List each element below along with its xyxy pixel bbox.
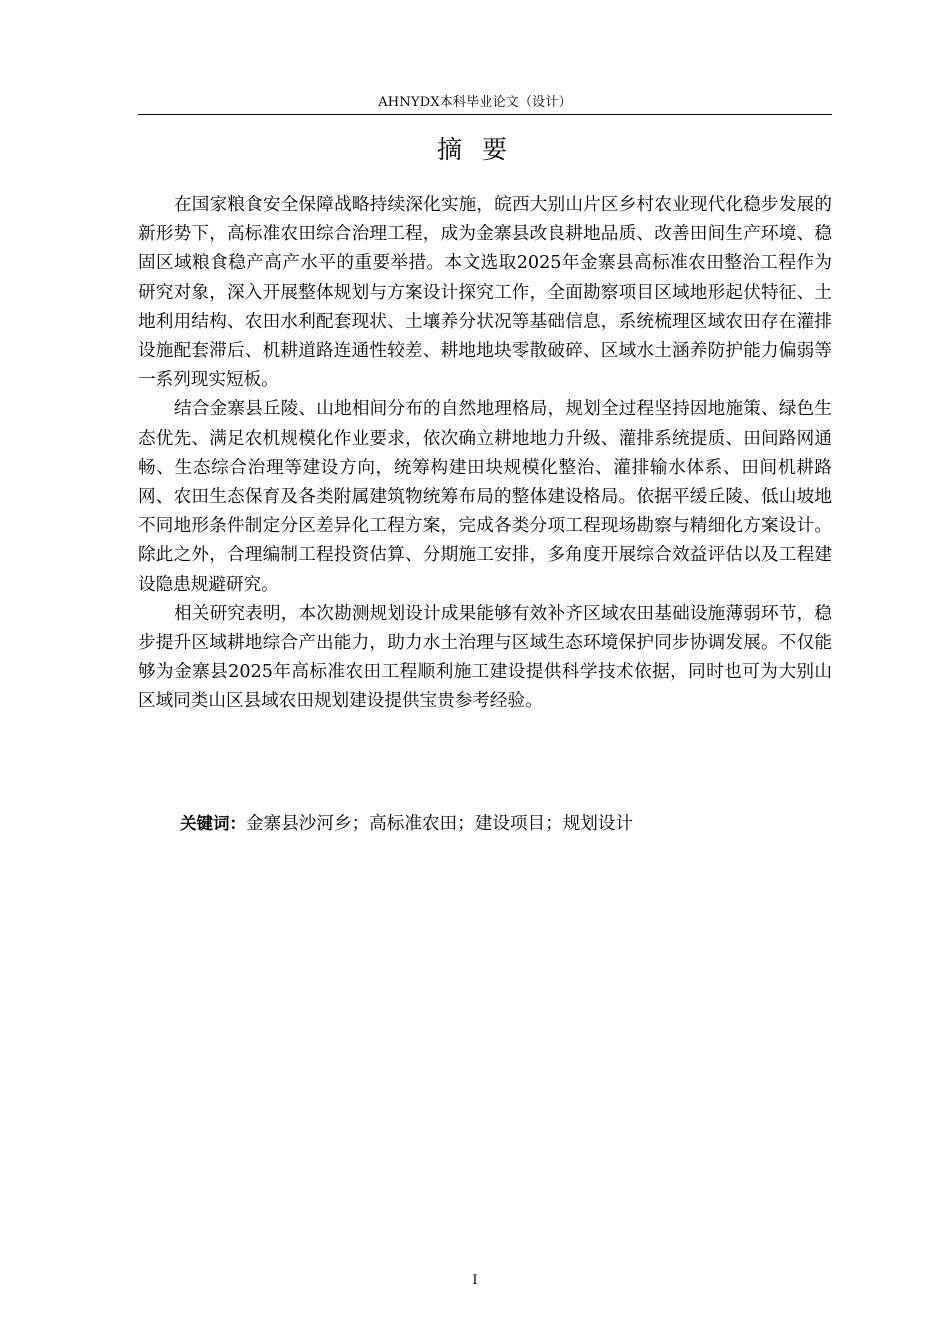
abstract-title: 摘 要	[437, 135, 513, 164]
page-header: AHNYDX本科毕业论文（设计）	[378, 95, 572, 110]
abstract-paragraph-1: 在国家粮食安全保障战略持续深化实施，皖西大别山片区乡村农业现代化稳步发展的新形势下，高标准农田综合治理工程，成为金寨县改良耕地品质、改善田间生产环境、稳固区域粮食稳产高产水平的重要举措。本文选取2025年金寨县高标准农田整治工程作为研究对象，深入开展整体规划与方案设计探究工作，全面勘察项目区域地形起伏特征、土地利用结构、农田水利配套现状、土壤养分状况等基础信息，系统梳理区域农田存在灌排设施配套滞后、机耕道路连通性较差、耕地地块零散破碎、区域水土涵养防护能力偏弱等一系列现实短板。	[138, 195, 832, 391]
page-number: I	[472, 1273, 478, 1288]
keywords-line	[180, 809, 830, 839]
abstract-body	[138, 191, 832, 717]
abstract-paragraph-3: 相关研究表明，本次勘测规划设计成果能够有效补齐区域农田基础设施薄弱环节，稳步提升区域耕地综合产出能力，助力水土治理与区域生态环境保护同步协调发展。不仅能够为金寨县2025年高标准农田工程顺利施工建设提供科学技术依据，同时也可为大别山区域同类山区县域农田规划建设提供宝贵参考经验。	[138, 603, 832, 712]
keywords-text: 金寨县沙河乡；高标准农田；建设项目；规划设计	[246, 814, 634, 834]
keywords-label: 关键词：	[180, 814, 246, 833]
header-divider	[138, 114, 832, 115]
abstract-paragraph-2: 结合金寨县丘陵、山地相间分布的自然地理格局，规划全过程坚持因地施策、绿色生态优先、满足农机规模化作业要求，依次确立耕地地力升级、灌排系统提质、田间路网通畅、生态综合治理等建设方向，统筹构建田块规模化整治、灌排输水体系、田间机耕路网、农田生态保育及各类附属建筑物统筹布局的整体建设格局。依据平缓丘陵、低山坡地不同地形条件制定分区差异化工程方案，完成各类分项工程现场勘察与精细化方案设计。除此之外，合理编制工程投资估算、分期施工安排，多角度开展综合效益评估以及工程建设隐患规避研究。	[138, 399, 832, 595]
